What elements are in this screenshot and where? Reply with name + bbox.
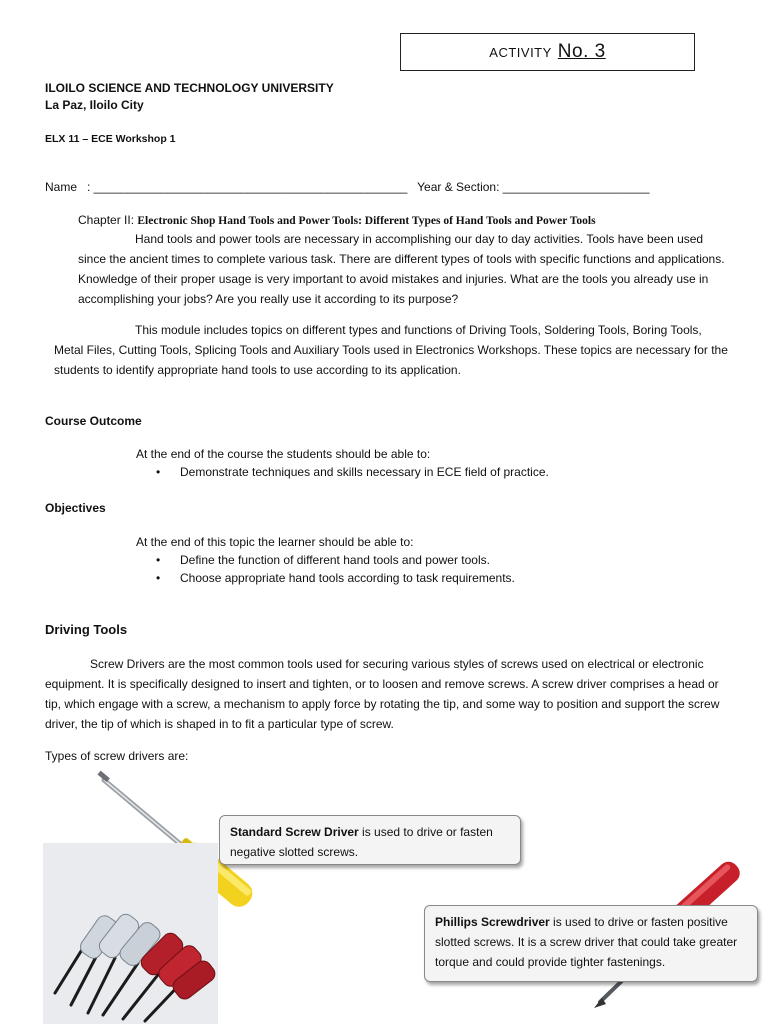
course-outcome-lead: At the end of the course the students should be able to: [136, 447, 431, 461]
activity-number-box [400, 33, 695, 71]
callout-term: Standard Screw Driver [230, 825, 359, 839]
objectives-lead: At the end of this topic the learner should be able to: [136, 535, 414, 549]
list-item [136, 553, 490, 567]
callout-description: is used to drive or fasten positive slotted screws. It is a screw driver that could take greater torque and could provide tighter fastenings. [435, 915, 738, 969]
list-item-text: Demonstrate techniques and skills necessary in ECE field of practice. [180, 465, 549, 479]
callout-term: Phillips Screwdriver [435, 915, 550, 929]
list-item [136, 571, 515, 585]
bullet-icon: • [156, 553, 161, 567]
activity-label: ACTIVITY [489, 44, 552, 60]
driving-tools-heading: Driving Tools [45, 622, 128, 637]
module-paragraph: This module includes topics on different types and functions of Driving Tools, Soldering Tools, Boring Tools, Metal Files, Cutting Tools, Splicing Tools and Auxiliary Tools used in Electronics Workshops. These topics are necessary for the students to identify appropriate hand tools to use according to its application. [54, 323, 728, 377]
standard-screwdriver-callout [219, 815, 521, 865]
bullet-icon: • [156, 465, 161, 479]
list-item-text: Choose appropriate hand tools according to task requirements. [180, 571, 515, 585]
activity-number: No. 3 [557, 41, 606, 62]
objectives-heading: Objectives [45, 501, 106, 515]
intro-paragraph: Hand tools and power tools are necessary in accomplishing our day to day activities. Tools have been used since the ancient times to complete various task. There are different types of tools with specific functions and applications. Knowledge of their proper usage is very important to avoid mistakes and injuries. What are the tools you already use in accomplishing your jobs? Are you really use it according to its purpose? [78, 232, 725, 306]
list-item [136, 465, 549, 479]
chapter-heading [78, 213, 596, 227]
university-block [45, 80, 334, 114]
driving-tools-paragraph: Screw Drivers are the most common tools used for securing various styles of screws used on electrical or electronic equipment. It is specifically designed to insert and tighten, or to loosen and remove screws. A screw driver comprises a head or tip, which engage with a screw, a mechanism to apply force by rotating the tip, and some way to position and support the screw driver, the tip of which is shaped in to fit a particular type of screw. [45, 657, 720, 731]
callout-description: is used to drive or fasten negative slotted screws. [230, 825, 493, 859]
types-label: Types of screw drivers are: [45, 749, 189, 763]
course-outcome-heading: Course Outcome [45, 414, 142, 428]
name-section-line: Name : _______________________________________________ Year & Section: ______________________ [45, 180, 650, 194]
bullet-icon: • [156, 571, 161, 585]
university-location: La Paz, Iloilo City [45, 98, 144, 112]
chapter-prefix: Chapter II: [78, 213, 138, 227]
university-name: ILOILO SCIENCE AND TECHNOLOGY UNIVERSITY [45, 81, 334, 95]
chapter-title: Electronic Shop Hand Tools and Power Tools: Different Types of Hand Tools and Power Tools [137, 215, 596, 227]
phillips-screwdriver-callout [424, 905, 758, 982]
course-code: ELX 11 – ECE Workshop 1 [45, 133, 176, 145]
screwdriver-set-photo [43, 843, 218, 1024]
list-item-text: Define the function of different hand tools and power tools. [180, 553, 490, 567]
